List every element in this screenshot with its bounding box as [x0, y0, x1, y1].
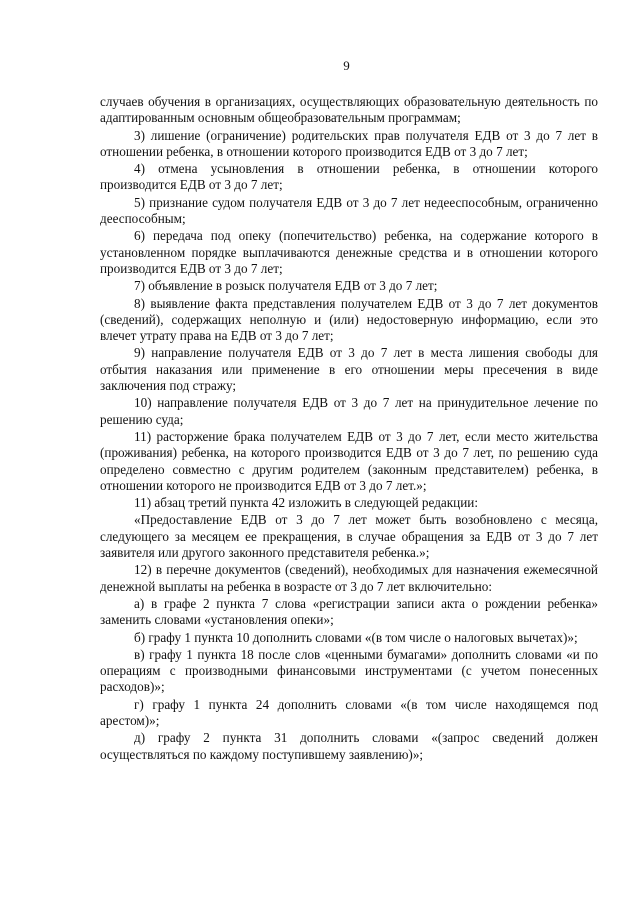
paragraph: 9) направление получателя ЕДВ от 3 до 7 лет в места лишения свободы для отбытия наказания или применение в его отношении меры пресечения в виде заключения под стражу;	[100, 345, 598, 394]
paragraph: 5) признание судом получателя ЕДВ от 3 до 7 лет недееспособным, ограниченно дееспособным;	[100, 194, 598, 227]
paragraph: а) в графе 2 пункта 7 слова «регистрации записи акта о рождении ребенка» заменить словами «установления опеки»;	[100, 595, 598, 628]
paragraph: 8) выявление факта представления получателем ЕДВ от 3 до 7 лет документов (сведений), содержащих неполную и (или) недостоверную информацию, если это влечет утрату права на ЕДВ от 3 до 7 лет;	[100, 295, 598, 344]
paragraph: 3) лишение (ограничение) родительских прав получателя ЕДВ от 3 до 7 лет в отношении ребенка, в отношении которого производится ЕДВ от 3 до 7 лет;	[100, 127, 598, 159]
paragraph: 4) отмена усыновления в отношении ребенка, в отношении которого производится ЕДВ от 3 до 7 лет;	[100, 161, 598, 193]
paragraph: 12) в перечне документов (сведений), необходимых для назначения ежемесячной денежной выплаты на ребенка в возрасте от 3 до 7 лет включительно:	[100, 562, 598, 594]
paragraph: д) графу 2 пункта 31 дополнить словами «(запрос сведений должен осуществляться по каждому поступившему заявлению)»;	[100, 730, 598, 762]
paragraph: в) графу 1 пункта 18 после слов «ценными бумагами» дополнить словами «и по операциям с производными финансовыми инструментами (с учетом понесенных расходов)»;	[100, 646, 598, 695]
paragraph: случаев обучения в организациях, осуществляющих образовательную деятельность по адаптированным основным общеобразовательным программам;	[100, 94, 598, 126]
paragraph: «Предоставление ЕДВ от 3 до 7 лет может быть возобновлено с месяца, следующего за месяцем ее прекращения, в случае обращения за ЕДВ от 3 до 7 лет заявителя или другого законного представителя ребенка.»;	[100, 512, 598, 561]
paragraph: 11) абзац третий пункта 42 изложить в следующей редакции:	[134, 495, 479, 511]
page-number: 9	[343, 58, 350, 73]
paragraph: б) графу 1 пункта 10 дополнить словами «(в том числе о налоговых вычетах)»;	[134, 629, 578, 645]
document-body	[100, 94, 598, 763]
paragraph: г) графу 1 пункта 24 дополнить словами «(в том числе находящемся под арестом)»;	[100, 696, 598, 728]
paragraph: 11) расторжение брака получателем ЕДВ от 3 до 7 лет, если место жительства (проживания) ребенка, на которого производится ЕДВ от 3 до 7 лет, по решению суда определено совместно с другим родителем (законным представителем) ребенка, в отношении которого не производится ЕДВ от 3 до 7 лет.»;	[100, 428, 598, 493]
paragraph: 7) объявление в розыск получателя ЕДВ от 3 до 7 лет;	[134, 278, 438, 294]
paragraph: 10) направление получателя ЕДВ от 3 до 7 лет на принудительное лечение по решению суда;	[100, 395, 598, 427]
paragraph: 6) передача под опеку (попечительство) ребенка, на содержание которого в установленном порядке выплачиваются денежные средства и в отношении которого производится ЕДВ от 3 до 7 лет;	[100, 228, 598, 276]
